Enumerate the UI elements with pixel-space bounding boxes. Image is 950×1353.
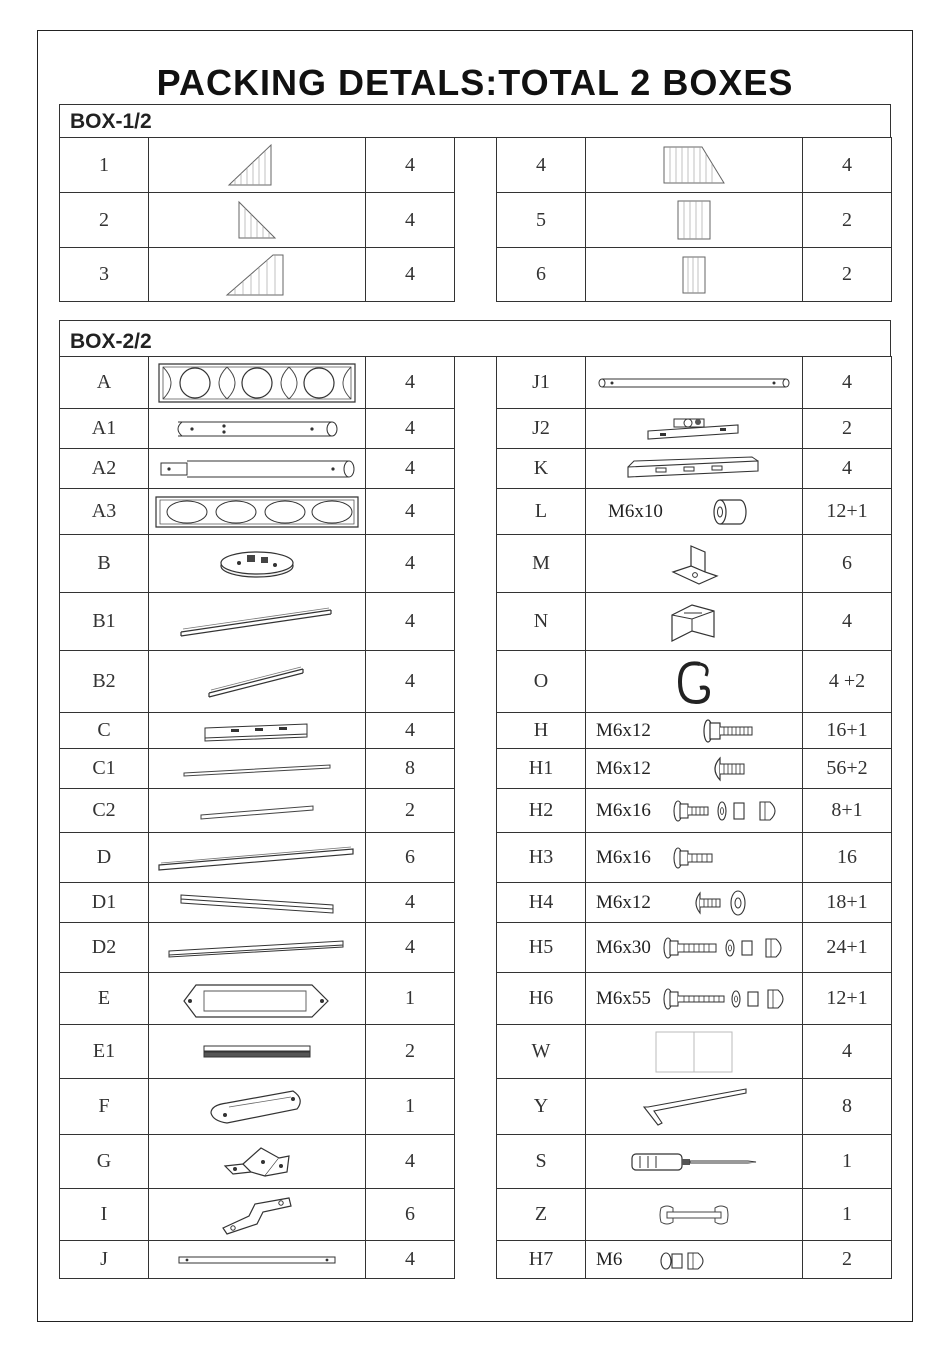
part-spec: M6x12 bbox=[596, 719, 651, 741]
part-label: C bbox=[60, 713, 149, 749]
corner-bracket-icon bbox=[149, 1142, 365, 1182]
table-row bbox=[497, 1079, 892, 1135]
part-label: B1 bbox=[60, 593, 149, 651]
angle-beam-icon bbox=[149, 891, 365, 915]
part-label: H2 bbox=[497, 789, 586, 833]
part-label: B bbox=[60, 535, 149, 593]
table-row bbox=[60, 248, 455, 302]
part-qty: 1 bbox=[803, 1189, 892, 1241]
part-qty: 6 bbox=[803, 535, 892, 593]
part-qty: 12+1 bbox=[803, 973, 892, 1025]
part-label: D2 bbox=[60, 923, 149, 973]
part-label: H6 bbox=[497, 973, 586, 1025]
box2-right-table bbox=[496, 356, 892, 1279]
table-row bbox=[60, 883, 455, 923]
trapezoid-panel-icon bbox=[586, 145, 802, 185]
slotted-channel-icon bbox=[149, 720, 365, 742]
angle-plate-icon bbox=[586, 542, 802, 586]
part-label: F bbox=[60, 1079, 149, 1135]
flat-bar-icon bbox=[149, 761, 365, 777]
part-label: J1 bbox=[497, 357, 586, 409]
table-row bbox=[497, 489, 892, 535]
part-qty: 2 bbox=[803, 1241, 892, 1279]
part-qty: 4 bbox=[803, 138, 892, 193]
part-label: H5 bbox=[497, 923, 586, 973]
part-label: J bbox=[60, 1241, 149, 1279]
table-row bbox=[497, 651, 892, 713]
table-row bbox=[497, 973, 892, 1025]
part-label: B2 bbox=[60, 651, 149, 713]
part-label: E1 bbox=[60, 1025, 149, 1079]
part-qty: 4 bbox=[366, 883, 455, 923]
long-rail-icon bbox=[149, 604, 365, 640]
part-label: D1 bbox=[60, 883, 149, 923]
part-qty: 4 bbox=[366, 1241, 455, 1279]
bracket-assembly-icon bbox=[586, 413, 802, 445]
part-label: I bbox=[60, 1189, 149, 1241]
table-row bbox=[497, 138, 892, 193]
hook-ring-icon bbox=[586, 658, 802, 706]
circle-frame-panel-icon bbox=[149, 362, 365, 404]
part-spec: M6x30 bbox=[596, 936, 651, 958]
part-qty: 18+1 bbox=[803, 883, 892, 923]
table-row bbox=[497, 1135, 892, 1189]
table-row bbox=[497, 883, 892, 923]
table-row bbox=[60, 1189, 455, 1241]
box1-heading: BOX-1/2 bbox=[59, 104, 891, 138]
table-row bbox=[60, 449, 455, 489]
part-label: Y bbox=[497, 1079, 586, 1135]
part-label: D bbox=[60, 833, 149, 883]
part-qty: 2 bbox=[803, 193, 892, 248]
part-qty: 2 bbox=[366, 789, 455, 833]
part-spec: M6x55 bbox=[596, 987, 651, 1009]
part-qty: 12+1 bbox=[803, 489, 892, 535]
part-label: 1 bbox=[60, 138, 149, 193]
part-label: O bbox=[497, 651, 586, 713]
part-qty: 1 bbox=[366, 973, 455, 1025]
table-row bbox=[497, 1189, 892, 1241]
part-qty: 4 bbox=[366, 535, 455, 593]
part-qty: 4 bbox=[366, 138, 455, 193]
part-qty: 4 bbox=[803, 1025, 892, 1079]
table-row bbox=[497, 1241, 892, 1279]
part-label: W bbox=[497, 1025, 586, 1079]
part-qty: 4 bbox=[803, 593, 892, 651]
part-qty: 4 bbox=[803, 449, 892, 489]
part-label: K bbox=[497, 449, 586, 489]
part-qty: 4 bbox=[366, 593, 455, 651]
table-row bbox=[60, 489, 455, 535]
table-row bbox=[497, 409, 892, 449]
table-row bbox=[60, 138, 455, 193]
oval-frame-panel-icon bbox=[149, 495, 365, 529]
table-row bbox=[60, 1241, 455, 1279]
part-qty: 16 bbox=[803, 833, 892, 883]
part-label: M bbox=[497, 535, 586, 593]
panel-sheet-icon bbox=[586, 1030, 802, 1074]
part-label: 3 bbox=[60, 248, 149, 302]
long-beam-icon bbox=[149, 843, 365, 873]
part-qty: 4 bbox=[803, 357, 892, 409]
part-qty: 8 bbox=[803, 1079, 892, 1135]
hinge-bar-icon bbox=[149, 1042, 365, 1062]
table-row bbox=[60, 593, 455, 651]
part-spec: M6x16 bbox=[596, 799, 651, 821]
narrow-panel-icon bbox=[586, 255, 802, 295]
part-qty: 4 bbox=[366, 248, 455, 302]
part-qty: 8+1 bbox=[803, 789, 892, 833]
long-tube-icon bbox=[586, 376, 802, 390]
short-bolt-icon bbox=[672, 845, 716, 877]
part-spec: M6x12 bbox=[596, 757, 651, 779]
part-qty: 1 bbox=[366, 1079, 455, 1135]
long-bolt-set-icon bbox=[662, 935, 792, 967]
part-qty: 8 bbox=[366, 749, 455, 789]
triangle-panel-wide-icon bbox=[149, 253, 365, 297]
round-head-bolt-icon bbox=[708, 756, 748, 788]
part-qty: 4 bbox=[366, 713, 455, 749]
table-row bbox=[497, 248, 892, 302]
box1-right-table bbox=[496, 137, 892, 302]
table-row bbox=[60, 409, 455, 449]
top-plate-icon bbox=[149, 1085, 365, 1129]
part-label: H7 bbox=[497, 1241, 586, 1279]
part-label: H1 bbox=[497, 749, 586, 789]
rect-panel-icon bbox=[586, 199, 802, 241]
part-label: 4 bbox=[497, 138, 586, 193]
box2-heading: BOX-2/2 bbox=[59, 320, 891, 357]
table-row bbox=[497, 833, 892, 883]
part-label: C1 bbox=[60, 749, 149, 789]
round-base-plate-icon bbox=[149, 547, 365, 581]
part-qty: 4 bbox=[366, 923, 455, 973]
part-label: C2 bbox=[60, 789, 149, 833]
table-row bbox=[497, 923, 892, 973]
table-row bbox=[60, 357, 455, 409]
box2-left-table bbox=[59, 356, 455, 1279]
part-label: G bbox=[60, 1135, 149, 1189]
part-qty: 1 bbox=[803, 1135, 892, 1189]
part-label: 6 bbox=[497, 248, 586, 302]
flat-end-tube-icon bbox=[149, 457, 365, 481]
table-row bbox=[497, 193, 892, 248]
part-spec: M6 bbox=[596, 1248, 623, 1270]
bolt-washer-nut-set-icon bbox=[672, 798, 784, 830]
part-label: A bbox=[60, 357, 149, 409]
table-row bbox=[60, 713, 455, 749]
table-row bbox=[60, 1135, 455, 1189]
table-row bbox=[60, 193, 455, 248]
part-qty: 16+1 bbox=[803, 713, 892, 749]
part-qty: 4 bbox=[366, 409, 455, 449]
part-qty: 4 bbox=[366, 193, 455, 248]
part-qty: 24+1 bbox=[803, 923, 892, 973]
part-label: H4 bbox=[497, 883, 586, 923]
part-label: S bbox=[497, 1135, 586, 1189]
table-row bbox=[60, 749, 455, 789]
table-row bbox=[60, 1025, 455, 1079]
table-row bbox=[497, 789, 892, 833]
page-title: PACKING DETALS:TOTAL 2 BOXES bbox=[156, 62, 794, 103]
table-row bbox=[497, 749, 892, 789]
table-row bbox=[497, 593, 892, 651]
connector-plate-icon bbox=[149, 1194, 365, 1236]
part-label: A1 bbox=[60, 409, 149, 449]
part-qty: 2 bbox=[366, 1025, 455, 1079]
part-spec: M6x12 bbox=[596, 891, 651, 913]
part-label: H bbox=[497, 713, 586, 749]
table-row bbox=[60, 973, 455, 1025]
part-qty: 4 bbox=[366, 1135, 455, 1189]
roof-cap-icon bbox=[149, 977, 365, 1021]
part-qty: 6 bbox=[366, 1189, 455, 1241]
part-label: E bbox=[60, 973, 149, 1025]
part-label: 5 bbox=[497, 193, 586, 248]
part-label: N bbox=[497, 593, 586, 651]
hex-key-icon bbox=[586, 1085, 802, 1129]
part-qty: 2 bbox=[803, 248, 892, 302]
spacer-icon bbox=[710, 497, 750, 533]
short-flat-bar-icon bbox=[149, 802, 365, 820]
bolt-washer-icon bbox=[690, 889, 750, 923]
part-qty: 4 bbox=[366, 449, 455, 489]
extra-long-bolt-set-icon bbox=[662, 986, 792, 1018]
table-row bbox=[60, 789, 455, 833]
table-row bbox=[60, 651, 455, 713]
flange-bolt-icon bbox=[700, 718, 756, 750]
table-row bbox=[60, 1079, 455, 1135]
triangle-panel-icon bbox=[149, 143, 365, 187]
triangle-panel-small-icon bbox=[149, 200, 365, 240]
table-row bbox=[60, 923, 455, 973]
tube-icon bbox=[149, 417, 365, 441]
table-row bbox=[497, 1025, 892, 1079]
table-row bbox=[497, 449, 892, 489]
part-qty: 4 bbox=[366, 651, 455, 713]
wrench-icon bbox=[586, 1202, 802, 1228]
table-row bbox=[497, 535, 892, 593]
part-qty: 4 bbox=[366, 357, 455, 409]
part-qty: 4 bbox=[366, 489, 455, 535]
part-label: L bbox=[497, 489, 586, 535]
screwdriver-icon bbox=[586, 1150, 802, 1174]
table-row bbox=[60, 833, 455, 883]
table-row bbox=[497, 357, 892, 409]
box1-left-table bbox=[59, 137, 455, 302]
short-rail-icon bbox=[149, 663, 365, 701]
cap-nut-icon bbox=[658, 1250, 710, 1278]
part-spec: M6x10 bbox=[608, 500, 663, 522]
part-label: J2 bbox=[497, 409, 586, 449]
part-qty: 56+2 bbox=[803, 749, 892, 789]
part-label: A3 bbox=[60, 489, 149, 535]
slotted-bracket-icon bbox=[586, 455, 802, 483]
part-label: A2 bbox=[60, 449, 149, 489]
corner-cover-icon bbox=[586, 601, 802, 643]
part-label: Z bbox=[497, 1189, 586, 1241]
angle-beam-long-icon bbox=[149, 937, 365, 959]
part-spec: M6x16 bbox=[596, 846, 651, 868]
table-row bbox=[60, 535, 455, 593]
table-row bbox=[497, 713, 892, 749]
part-qty: 6 bbox=[366, 833, 455, 883]
part-label: 2 bbox=[60, 193, 149, 248]
part-qty: 2 bbox=[803, 409, 892, 449]
part-label: H3 bbox=[497, 833, 586, 883]
part-qty: 4 +2 bbox=[803, 651, 892, 713]
thin-rod-icon bbox=[149, 1254, 365, 1266]
